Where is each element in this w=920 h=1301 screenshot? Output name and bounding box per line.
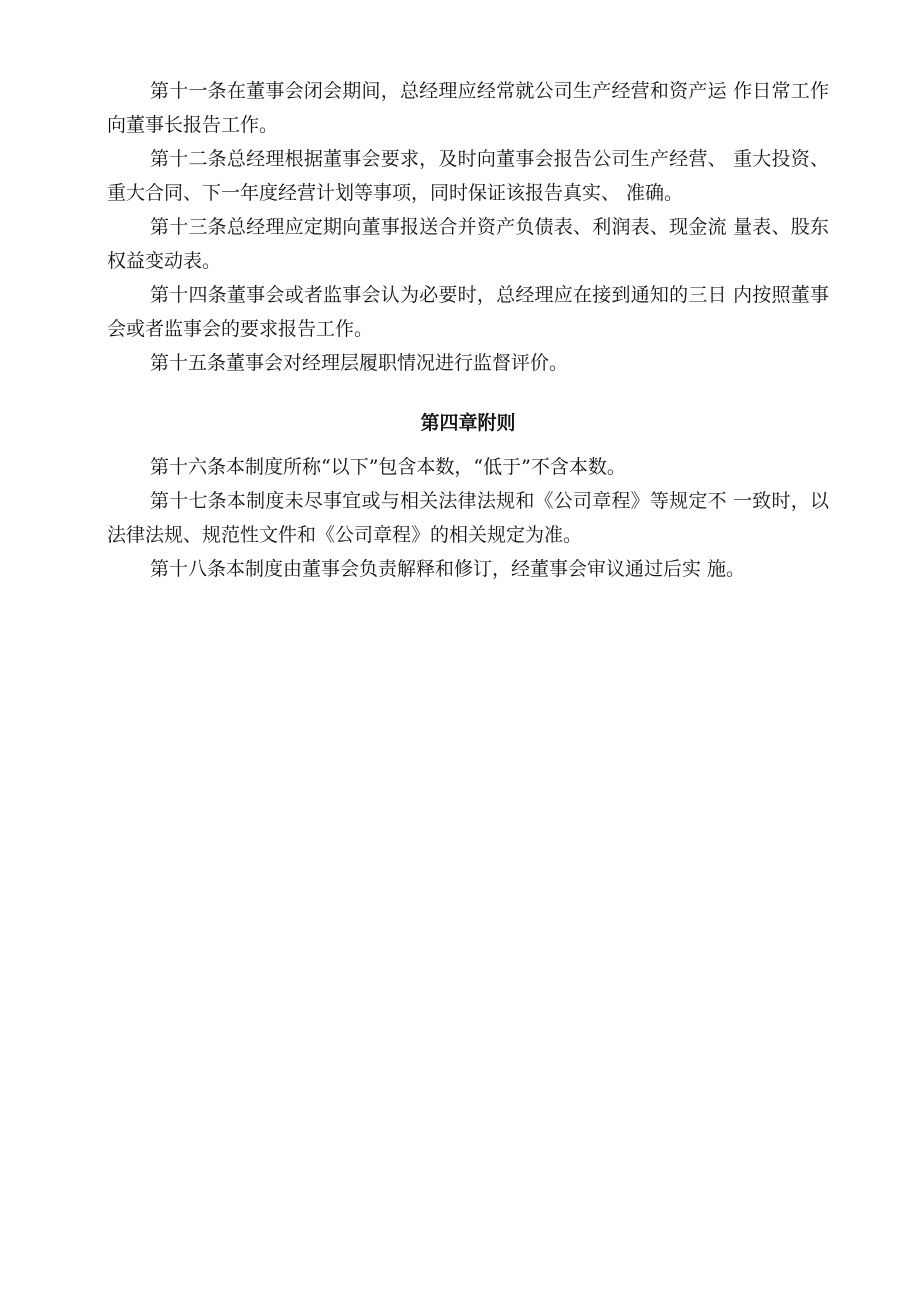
article-18: 第十八条本制度由董事会负责解释和修订，经董事会审议通过后实 施。 xyxy=(150,558,746,580)
article-13: 第十三条总经理应定期向董事报送合并资产负债表、利润表、现金流 量表、股东权益变动表。 xyxy=(107,216,829,272)
document-page xyxy=(107,74,829,586)
article-11: 第十一条在董事会闭会期间，总经理应经常就公司生产经营和资产运 作日常工作向董事长报告工作。 xyxy=(107,80,829,136)
article-12: 第十二条总经理根据董事会要求，及时向董事会报告公司生产经营、 重大投资、重大合同、下一年度经营计划等事项，同时保证该报告真实、 准确。 xyxy=(107,148,829,204)
article-15: 第十五条董事会对经理层履职情况进行监督评价。 xyxy=(150,352,569,374)
chapter-heading: 第四章附则 xyxy=(420,412,516,434)
article-17: 第十七条本制度未尽事宜或与相关法律法规和《公司章程》等规定不 一致时，以法律法规、规范性文件和《公司章程》的相关规定为准。 xyxy=(107,490,829,546)
article-14: 第十四条董事会或者监事会认为必要时，总经理应在接到通知的三日 内按照董事会或者监事会的要求报告工作。 xyxy=(107,284,829,340)
article-16: 第十六条本制度所称“以下”包含本数，“低于”不含本数。 xyxy=(150,456,626,478)
